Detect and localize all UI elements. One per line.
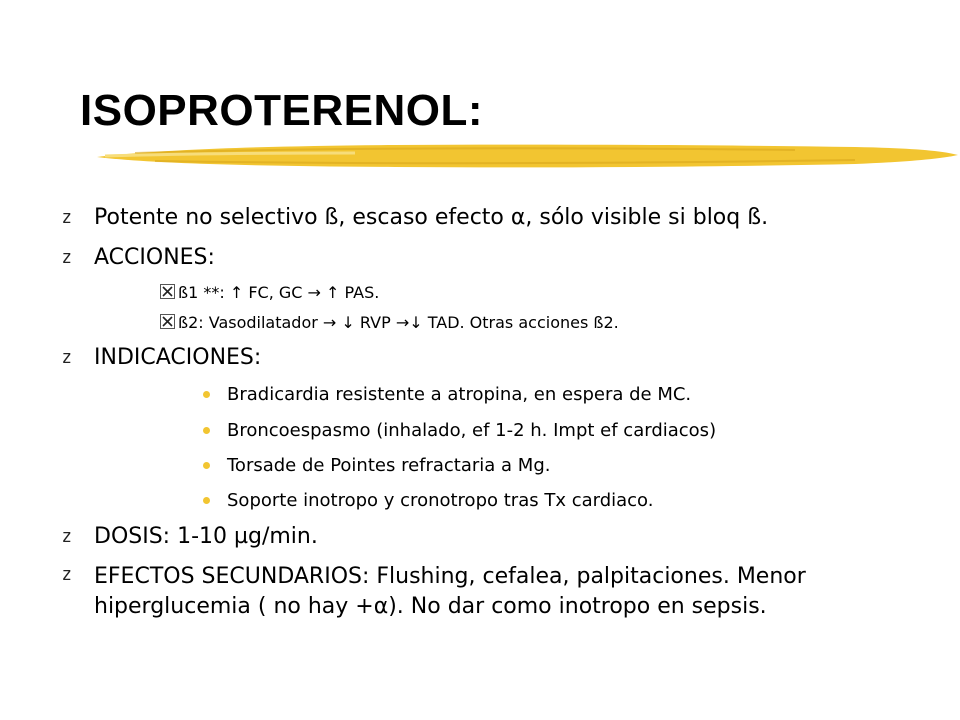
indication-text: Broncoespasmo (inhalado, ef 1-2 h. Impt ef cardiacos) [227,420,717,441]
slide-title: ISOPROTERENOL: [80,86,484,135]
sub-bullet-text: ß2: Vasodilatador → ↓ RVP →↓ TAD. Otras acciones ß2. [178,313,619,332]
bullet-text: INDICACIONES: [94,345,262,370]
bullet-text: EFECTOS SECUNDARIOS: Flushing, cefalea, palpitaciones. Menor hiperglucemia ( no hay +α). No dar como inotropo en sepsis. [94,564,806,619]
x-box-bullet-icon [160,284,175,299]
yellow-dot-bullet-icon [203,497,210,504]
indication-text: Bradicardia resistente a atropina, en espera de MC. [227,384,692,405]
z-bullet-icon: z [62,247,71,268]
x-box-bullet-icon [160,314,175,329]
z-bullet-icon: z [62,564,71,585]
z-bullet-icon: z [62,207,71,228]
bullet-text: Potente no selectivo ß, escaso efecto α, sólo visible si bloq ß. [94,205,769,230]
indication-text: Torsade de Pointes refractaria a Mg. [227,455,551,476]
yellow-dot-bullet-icon [203,462,210,469]
yellow-dot-bullet-icon [203,391,210,398]
indication-text: Soporte inotropo y cronotropo tras Tx cardiaco. [227,490,654,511]
yellow-dot-bullet-icon [203,427,210,434]
bullet-text: ACCIONES: [94,245,215,270]
z-bullet-icon: z [62,526,71,547]
z-bullet-icon: z [62,347,71,368]
bullet-text: DOSIS: 1-10 µg/min. [94,524,318,549]
sub-bullet-text: ß1 **: ↑ FC, GC → ↑ PAS. [178,283,380,302]
